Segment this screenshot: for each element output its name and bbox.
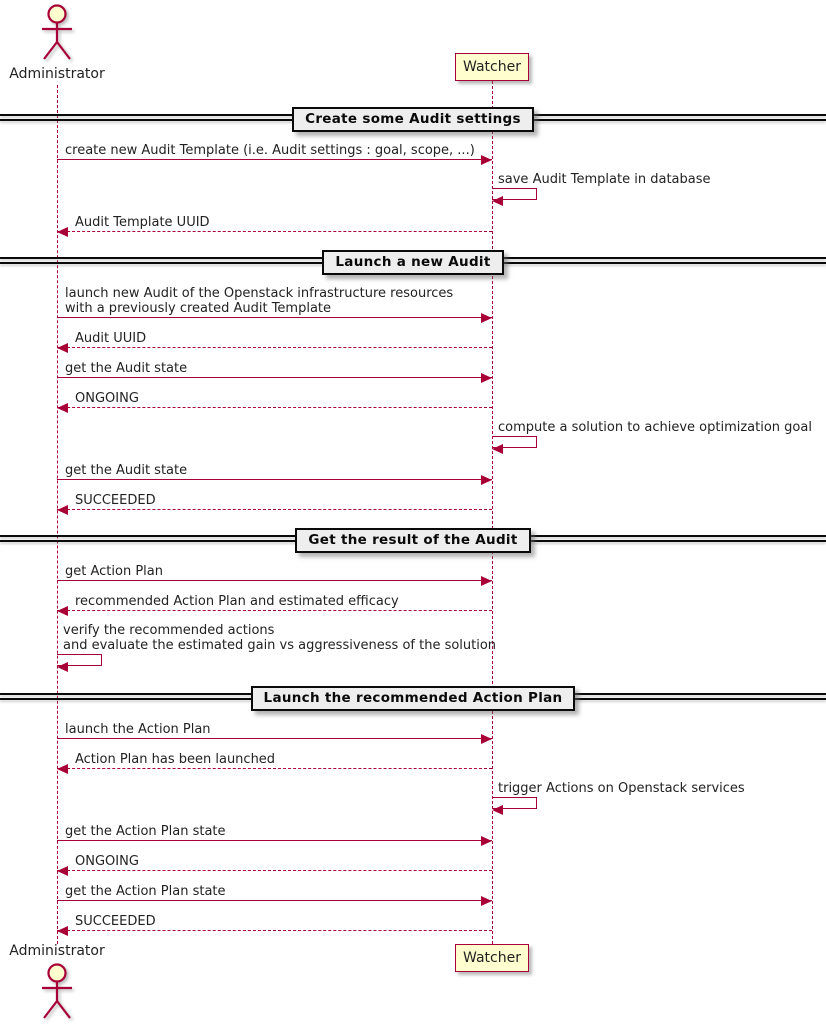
message-label-line: launch the Action Plan — [65, 722, 211, 737]
return-arrow-line — [57, 231, 492, 232]
message-label — [65, 564, 163, 579]
self-message-label-line: trigger Actions on Openstack services — [498, 781, 745, 796]
message-arrow-line — [57, 840, 492, 841]
lifeline-administrator — [57, 85, 58, 944]
arrowhead-right — [481, 896, 492, 906]
message-label-line: Audit Template UUID — [75, 215, 210, 230]
return-arrow-line — [57, 870, 492, 871]
arrowhead-left — [57, 866, 68, 876]
message-label — [65, 884, 226, 899]
self-message-label — [498, 781, 745, 796]
message-arrow-line — [57, 900, 492, 901]
message-label — [65, 824, 226, 839]
arrowhead-left — [57, 227, 68, 237]
section-divider-label: Launch a new Audit — [322, 250, 503, 275]
message-label-line: create new Audit Template (i.e. Audit settings : goal, scope, ...) — [65, 143, 475, 158]
arrowhead-right — [481, 734, 492, 744]
watcher-box-top — [455, 53, 529, 81]
message-label — [65, 361, 187, 376]
arrowhead-right — [481, 313, 492, 323]
message-arrow-line — [57, 159, 492, 160]
return-arrow-line — [57, 407, 492, 408]
arrowhead-right — [481, 155, 492, 165]
message-label-line: ONGOING — [75, 391, 139, 406]
message-label — [65, 463, 187, 478]
return-arrow-line — [57, 347, 492, 348]
arrowhead-left — [57, 606, 68, 616]
message-arrow-line — [57, 317, 492, 318]
watcher-label-top: Watcher — [463, 59, 521, 75]
return-arrow-line — [57, 509, 492, 510]
self-message-label — [498, 420, 812, 435]
message-label-line: recommended Action Plan and estimated efficacy — [75, 594, 399, 609]
arrowhead-left — [57, 764, 68, 774]
administrator-label-top: Administrator — [9, 66, 105, 82]
lifeline-watcher — [492, 81, 493, 944]
message-label-line: Audit UUID — [75, 331, 147, 346]
message-label-line: SUCCEEDED — [75, 914, 156, 929]
message-arrow-line — [57, 479, 492, 480]
message-label — [75, 391, 139, 406]
arrowhead-right — [481, 576, 492, 586]
section-divider-label: Get the result of the Audit — [295, 528, 530, 553]
self-message-label — [63, 623, 496, 653]
arrowhead-right — [481, 373, 492, 383]
administrator-label-bottom: Administrator — [9, 943, 105, 959]
return-arrow-line — [57, 610, 492, 611]
message-label — [75, 331, 146, 346]
message-label-line: Action Plan has been launched — [75, 752, 276, 767]
self-message-label-line: verify the recommended actions — [63, 623, 275, 638]
message-label-line: get the Action Plan state — [65, 824, 226, 839]
message-label — [75, 215, 210, 230]
arrowhead-left — [57, 343, 68, 353]
message-label-line: ONGOING — [75, 854, 139, 869]
message-arrow-line — [57, 377, 492, 378]
watcher-label-bottom: Watcher — [463, 950, 521, 966]
arrowhead-right — [481, 475, 492, 485]
message-label-line: get the Audit state — [65, 361, 188, 376]
arrowhead-right — [481, 836, 492, 846]
message-label-line: SUCCEEDED — [75, 493, 156, 508]
return-arrow-line — [57, 930, 492, 931]
message-label — [75, 594, 399, 609]
self-message-label — [498, 172, 711, 187]
return-arrow-line — [57, 768, 492, 769]
message-label — [75, 493, 156, 508]
arrowhead-left — [492, 196, 503, 206]
self-message-label-line: compute a solution to achieve optimization goal — [498, 420, 812, 435]
message-label-line: with a previously created Audit Template — [65, 301, 332, 316]
section-divider — [0, 686, 826, 708]
message-label — [65, 286, 453, 316]
arrowhead-left — [57, 403, 68, 413]
message-label-line: get Action Plan — [65, 564, 163, 579]
section-divider — [0, 107, 826, 129]
arrowhead-left — [57, 926, 68, 936]
message-label-line: launch new Audit of the Openstack infrastructure resources — [65, 286, 454, 301]
message-label — [75, 752, 275, 767]
section-divider — [0, 528, 826, 550]
self-message-label-line: and evaluate the estimated gain vs aggressiveness of the solution — [63, 638, 497, 653]
message-arrow-line — [57, 580, 492, 581]
message-label-line: get the Audit state — [65, 463, 188, 478]
administrator-actor-icon-bottom — [37, 962, 77, 1022]
message-label — [65, 143, 475, 158]
arrowhead-left — [57, 662, 68, 672]
section-divider — [0, 250, 826, 272]
section-divider-label: Launch the recommended Action Plan — [251, 686, 576, 711]
administrator-actor-icon — [37, 3, 77, 63]
message-label — [65, 722, 211, 737]
self-message-label-line: save Audit Template in database — [498, 172, 711, 187]
message-label-line: get the Action Plan state — [65, 884, 226, 899]
watcher-box-bottom — [455, 944, 529, 972]
arrowhead-left — [492, 805, 503, 815]
section-divider-label: Create some Audit settings — [292, 107, 534, 132]
arrowhead-left — [492, 444, 503, 454]
message-label — [75, 854, 139, 869]
message-label — [75, 914, 156, 929]
arrowhead-left — [57, 505, 68, 515]
message-arrow-line — [57, 738, 492, 739]
